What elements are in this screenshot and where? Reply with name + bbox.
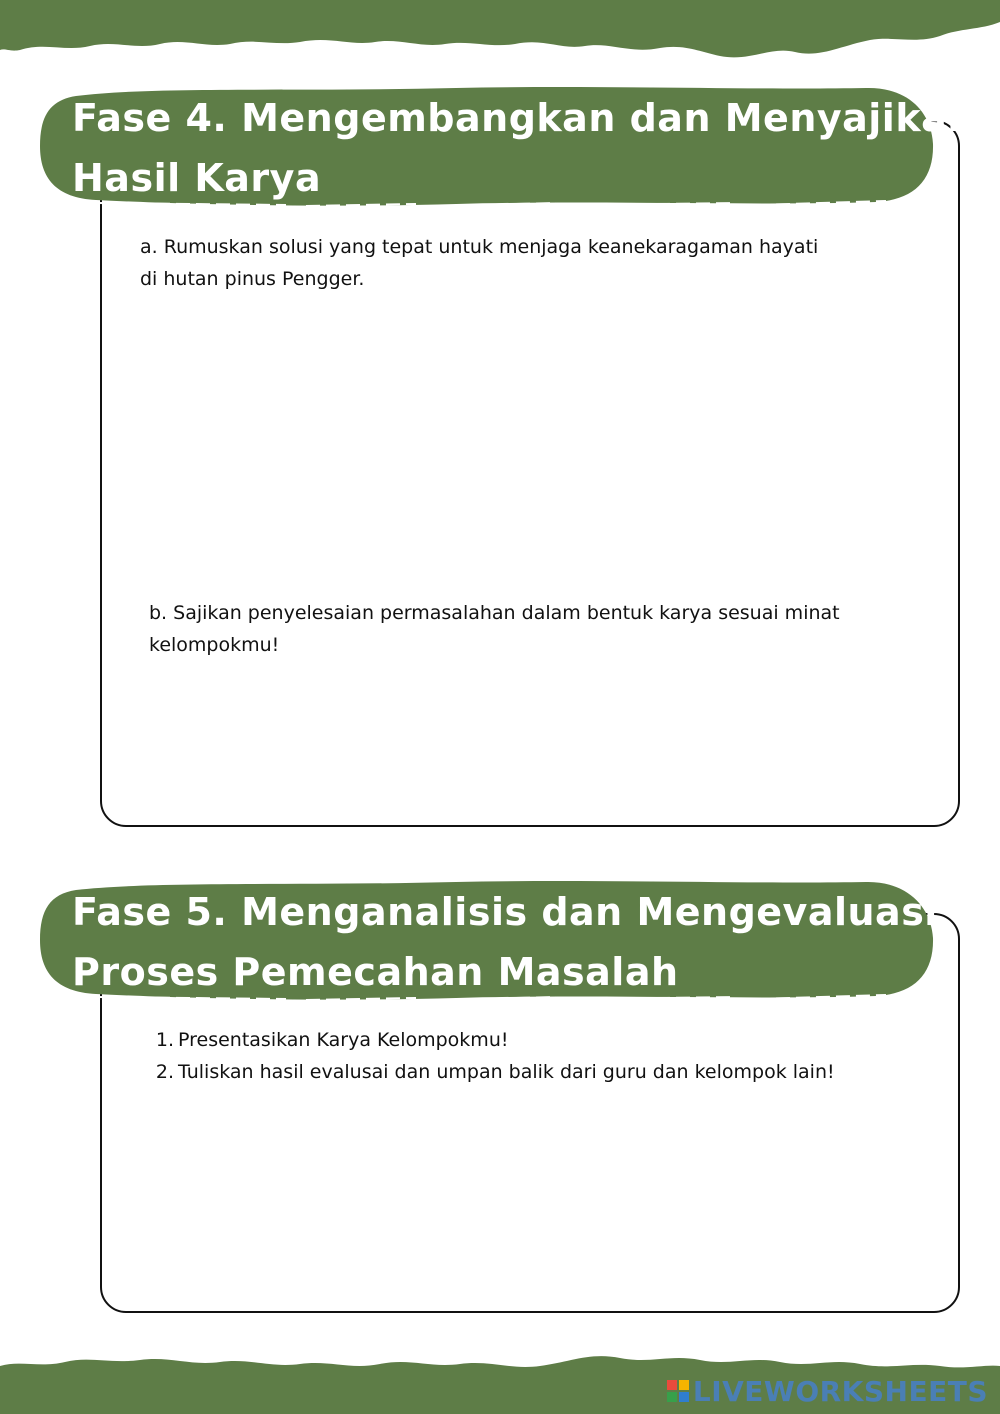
phase5-title-line2: Proses Pemecahan Masalah bbox=[72, 950, 679, 994]
phase5-title-line1: Fase 5. Menganalisis dan Mengevaluasi bbox=[72, 890, 938, 934]
question-b-line1: b. Sajikan penyelesaian permasalahan dalam bentuk karya sesuai minat bbox=[149, 602, 840, 624]
liveworksheets-logo-text: LIVEWORKSHEETS bbox=[692, 1374, 988, 1408]
question-a-line1: a. Rumuskan solusi yang tepat untuk menjaga keanekaragaman hayati bbox=[140, 236, 819, 258]
list-item-text: Tuliskan hasil evalusai dan umpan balik dari guru dan kelompok lain! bbox=[178, 1061, 835, 1083]
question-a-line2: di hutan pinus Pengger. bbox=[140, 268, 365, 290]
question-b-line2: kelompokmu! bbox=[149, 634, 280, 656]
list-item-text: Presentasikan Karya Kelompokmu! bbox=[178, 1029, 509, 1051]
list-item bbox=[150, 1056, 835, 1088]
top-decorative-band bbox=[0, 0, 1000, 70]
list-item bbox=[150, 1024, 508, 1056]
phase4-title-line2: Hasil Karya bbox=[72, 156, 322, 200]
list-item-number: 1. bbox=[155, 1029, 174, 1051]
phase4-title-line1: Fase 4. Mengembangkan dan Menyajikan bbox=[72, 96, 975, 140]
liveworksheets-logo-icon bbox=[667, 1380, 689, 1402]
phase4-answer-box[interactable] bbox=[100, 120, 960, 827]
liveworksheets-logo bbox=[667, 1374, 988, 1408]
list-item-number: 2. bbox=[155, 1061, 174, 1083]
